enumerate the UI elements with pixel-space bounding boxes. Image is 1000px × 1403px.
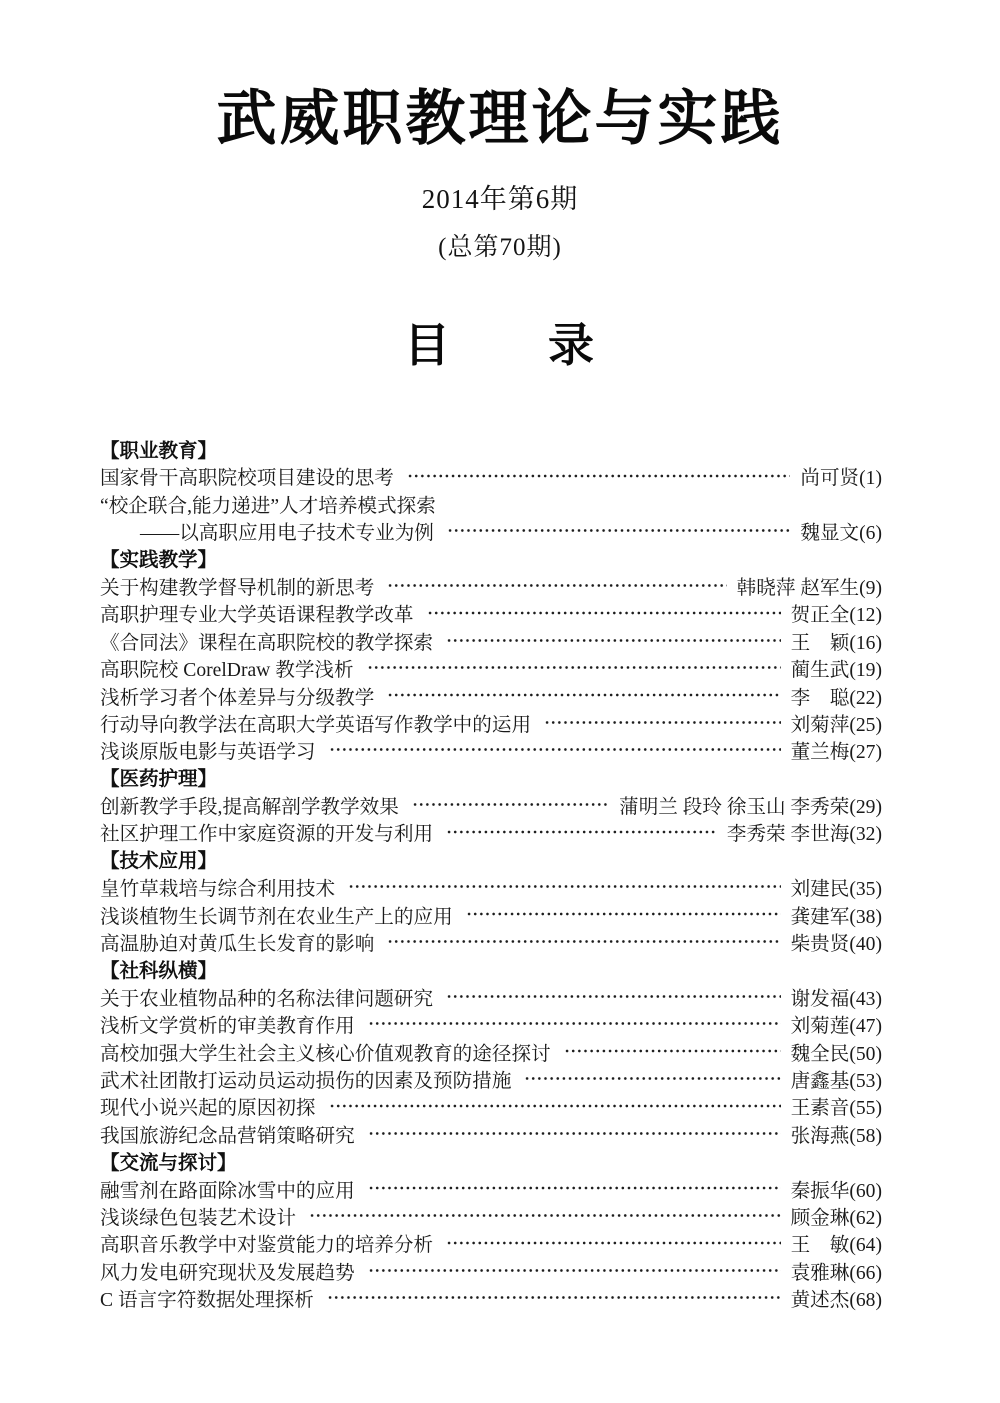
- toc-entry: [100, 1257, 882, 1284]
- entry-title: 创新教学手段,提高解剖学教学效果: [100, 797, 399, 819]
- entry-authors: 刘建民: [790, 879, 850, 901]
- entry-authors: 王 颖: [790, 632, 850, 654]
- toc-entry: [100, 599, 882, 626]
- entry-authors-page: [791, 1201, 882, 1230]
- entry-title: 《合同法》课程在高职院校的教学探索: [100, 632, 434, 654]
- journal-title: 武威职教理论与实践: [216, 86, 784, 152]
- entry-authors-page: [791, 872, 882, 901]
- dot-leader: [387, 681, 780, 708]
- entry-authors: 袁雅琳: [790, 1262, 850, 1284]
- entry-page: (35): [849, 879, 882, 901]
- entry-authors: 贺正全: [790, 605, 850, 627]
- dot-leader: [412, 791, 609, 818]
- entry-authors: 李 聪: [790, 687, 850, 709]
- entry-authors-page: [791, 1256, 882, 1285]
- entry-title: 高职护理专业大学英语课程教学改革: [100, 605, 414, 627]
- dot-leader: [387, 572, 726, 599]
- entry-page: (27): [849, 742, 882, 764]
- volume-line: (总第70期): [438, 233, 562, 261]
- toc-entry: [100, 681, 882, 708]
- entry-authors-page: [791, 1009, 882, 1038]
- entry-title: 浅析文学赏析的审美教育作用: [100, 1016, 355, 1038]
- entry-title: 风力发电研究现状及发展趋势: [100, 1262, 355, 1284]
- entry-authors-page: [727, 817, 882, 846]
- entry-title: 关于构建教学督导机制的新思考: [100, 577, 375, 599]
- masthead: [0, 0, 1000, 375]
- toc-entry: [100, 1202, 882, 1229]
- dot-leader: [564, 1037, 781, 1064]
- section-heading: 【实践教学】: [100, 549, 218, 572]
- section-heading: 【技术应用】: [100, 850, 218, 873]
- entry-authors: 王素音: [790, 1098, 850, 1120]
- section-heading: 【医药护理】: [100, 768, 218, 791]
- entry-title: 国家骨干高职院校项目建设的思考: [100, 468, 394, 490]
- entry-title: 我国旅游纪念品营销策略研究: [100, 1125, 355, 1147]
- dot-leader: [329, 1092, 781, 1119]
- entry-title: 浅谈植物生长调节剂在农业生产上的应用: [100, 906, 453, 928]
- entry-authors: 韩晓萍 赵军生: [736, 577, 860, 599]
- entry-page: (55): [849, 1098, 882, 1120]
- entry-title: 现代小说兴起的原因初探: [100, 1098, 316, 1120]
- dot-leader: [368, 1120, 781, 1147]
- dot-leader: [524, 1065, 780, 1092]
- entry-title: 社区护理工作中家庭资源的开发与利用: [100, 824, 434, 846]
- toc-entry: [100, 1120, 882, 1147]
- entry-authors-page: [791, 735, 882, 764]
- toc-entry: [100, 627, 882, 654]
- dot-leader: [447, 517, 790, 544]
- entry-title: 高温胁迫对黄瓜生长发育的影响: [100, 934, 375, 956]
- dot-leader: [387, 928, 780, 955]
- entry-title: 关于农业植物品种的名称法律问题研究: [100, 988, 434, 1010]
- entry-authors-page: [791, 1174, 882, 1203]
- toc-entry: [100, 1065, 882, 1092]
- entry-subtitle: ——以高职应用电子技术专业为例: [140, 523, 434, 545]
- entry-page: (64): [849, 1235, 882, 1257]
- entry-page: (58): [849, 1125, 882, 1147]
- entry-page: (1): [859, 468, 882, 490]
- entry-title: 高职音乐教学中对鉴赏能力的培养分析: [100, 1235, 434, 1257]
- entry-authors-page: [800, 461, 882, 490]
- toc-entry-subtitle-row: [100, 517, 882, 544]
- toc-entry: [100, 1174, 882, 1201]
- toc-entry: [100, 654, 882, 681]
- entry-page: (38): [849, 906, 882, 928]
- entry-page: (6): [859, 523, 882, 545]
- entry-authors: 董兰梅: [790, 742, 850, 764]
- section-heading: 【社科纵横】: [100, 959, 218, 982]
- dot-leader: [407, 462, 790, 489]
- dot-leader: [446, 1229, 780, 1256]
- toc-entry: [100, 1284, 882, 1311]
- entry-authors: 唐鑫基: [790, 1070, 850, 1092]
- dot-leader: [544, 709, 781, 736]
- dot-leader: [327, 1284, 781, 1311]
- toc-entry: [100, 791, 882, 818]
- entry-title: 行动导向教学法在高职大学英语写作教学中的运用: [100, 714, 532, 736]
- toc-entry: [100, 818, 882, 845]
- entry-authors: 蔺生武: [790, 660, 850, 682]
- entry-page: (43): [849, 988, 882, 1010]
- dot-leader: [368, 1257, 781, 1284]
- entry-page: (60): [849, 1180, 882, 1202]
- entry-authors-page: [791, 900, 882, 929]
- entry-authors: 刘菊莲: [790, 1016, 850, 1038]
- toc-heading: 目 录: [404, 319, 596, 371]
- entry-page: (66): [849, 1262, 882, 1284]
- entry-authors: 尚可贤: [800, 468, 860, 490]
- entry-title: 浅谈原版电影与英语学习: [100, 742, 316, 764]
- toc-entry: [100, 900, 882, 927]
- entry-title: 高校加强大学生社会主义核心价值观教育的途径探讨: [100, 1043, 551, 1065]
- entry-authors-page: [791, 1119, 882, 1148]
- issue-line: 2014年第6期: [421, 183, 579, 214]
- entry-authors: 张海燕: [790, 1125, 850, 1147]
- entry-page: (32): [849, 824, 882, 846]
- dot-leader: [367, 654, 781, 681]
- toc-entry: [100, 709, 882, 736]
- entry-authors-page: [791, 1064, 882, 1093]
- entry-title: C 语言字符数据处理探析: [100, 1290, 314, 1312]
- entry-authors: 王 敏: [790, 1235, 850, 1257]
- entry-authors-page: [791, 598, 882, 627]
- entry-page: (29): [849, 797, 882, 819]
- entry-authors-page: [619, 790, 882, 819]
- entry-authors-page: [791, 927, 882, 956]
- dot-leader: [368, 1010, 781, 1037]
- entry-authors: 龚建军: [790, 906, 850, 928]
- dot-leader: [446, 818, 717, 845]
- entry-authors-page: [791, 653, 882, 682]
- toc-list: [100, 435, 882, 1312]
- toc-entry: [100, 1229, 882, 1256]
- entry-page: (53): [849, 1070, 882, 1092]
- entry-page: (68): [849, 1290, 882, 1312]
- entry-authors-page: [791, 708, 882, 737]
- toc-entry: [100, 1092, 882, 1119]
- section-heading: 【交流与探讨】: [100, 1151, 237, 1174]
- dot-leader: [368, 1174, 781, 1201]
- entry-title: 浅谈绿色包装艺术设计: [100, 1207, 296, 1229]
- toc-entry: [100, 1010, 882, 1037]
- toc-entry: [100, 1037, 882, 1064]
- entry-page: (16): [849, 632, 882, 654]
- dot-leader: [348, 873, 780, 900]
- entry-title: 浅析学习者个体差异与分级教学: [100, 687, 375, 709]
- toc-entry: [100, 983, 882, 1010]
- entry-authors: 李秀荣 李世海: [726, 824, 850, 846]
- entry-title: 武术社团散打运动员运动损伤的因素及预防措施: [100, 1070, 512, 1092]
- entry-page: (19): [849, 660, 882, 682]
- dot-leader: [309, 1202, 781, 1229]
- entry-page: (25): [849, 714, 882, 736]
- entry-authors: 黄述杰: [790, 1290, 850, 1312]
- entry-page: (62): [849, 1207, 882, 1229]
- toc-entry: [100, 462, 882, 489]
- entry-authors: 谢发福: [790, 988, 850, 1010]
- entry-title: 融雪剂在路面除冰雪中的应用: [100, 1180, 355, 1202]
- toc-entry: [100, 873, 882, 900]
- toc-entry: [100, 572, 882, 599]
- entry-page: (12): [849, 605, 882, 627]
- toc-entry: [100, 928, 882, 955]
- entry-authors-page: [791, 681, 882, 710]
- entry-authors-page: [791, 1091, 882, 1120]
- entry-authors-page: [800, 516, 882, 545]
- entry-authors: 柴贵贤: [790, 934, 850, 956]
- dot-leader: [446, 627, 780, 654]
- entry-authors: 刘菊萍: [790, 714, 850, 736]
- entry-authors-page: [791, 982, 882, 1011]
- entry-title: “校企联合,能力递进”人才培养模式探索: [100, 495, 436, 517]
- dot-leader: [329, 736, 781, 763]
- entry-authors: 魏全民: [790, 1043, 850, 1065]
- entry-authors: 秦振华: [790, 1180, 850, 1202]
- entry-page: (47): [849, 1016, 882, 1038]
- entry-authors-page: [791, 1283, 882, 1312]
- entry-page: (22): [849, 687, 882, 709]
- entry-authors-page: [737, 571, 882, 600]
- entry-title: 皇竹草栽培与综合利用技术: [100, 879, 336, 901]
- entry-page: (50): [849, 1043, 882, 1065]
- dot-leader: [446, 983, 780, 1010]
- entry-page: (40): [849, 934, 882, 956]
- section-heading: 【职业教育】: [100, 439, 218, 462]
- entry-authors: 蒲明兰 段玲 徐玉山 李秀荣: [619, 797, 850, 819]
- toc-entry: [100, 490, 882, 517]
- entry-authors: 顾金琳: [790, 1207, 850, 1229]
- entry-page: (9): [859, 577, 882, 599]
- entry-authors-page: [791, 626, 882, 655]
- entry-title: 高职院校 CorelDraw 教学浅析: [100, 660, 354, 682]
- dot-leader: [427, 599, 781, 626]
- dot-leader: [466, 900, 781, 927]
- entry-authors: 魏显文: [800, 523, 860, 545]
- entry-authors-page: [791, 1037, 882, 1066]
- toc-entry: [100, 736, 882, 763]
- entry-authors-page: [791, 1228, 882, 1257]
